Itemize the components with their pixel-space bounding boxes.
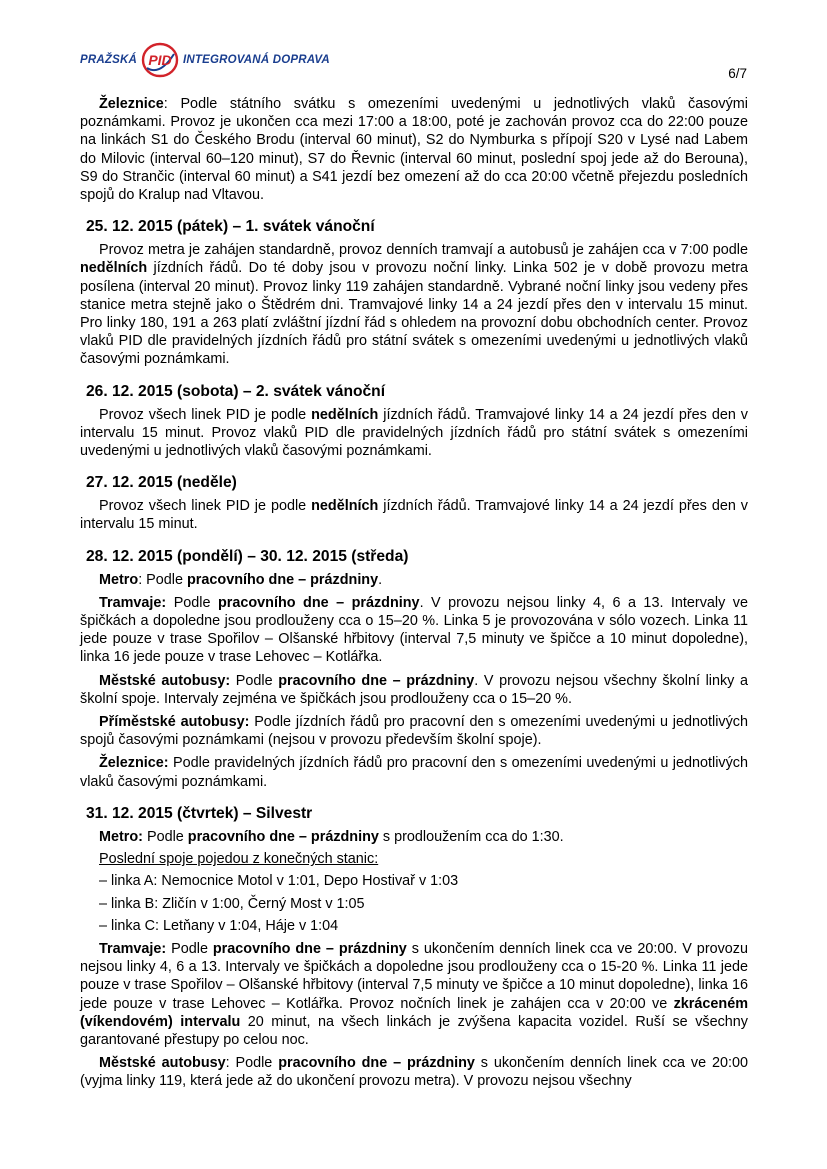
text-run: Provoz metra je zahájen standardně, provoz denních tramvají a autobusů je zahájen cca v 7:00 podle bbox=[99, 242, 748, 259]
bold-run: nedělních bbox=[80, 260, 148, 277]
text-run: jízdních řádů. Tramvajové linky 14 a 24 jezdí přes den v intervalu 15 minut. Provoz vlaků PID dle pravidelných jízdních řádů pro státní svátek s omezeními uvedenými u jednotlivých vlaků časovými poznámkami. bbox=[80, 406, 748, 460]
section-heading-26-12: 26. 12. 2015 (sobota) – 2. svátek vánoční bbox=[86, 382, 386, 400]
text-run: s ukončením denních linek cca ve 20:00 (vyjma linky 119, která jede až do ukončení provozu metra). V provozu nejsou všechny bbox=[80, 1055, 748, 1090]
bold-run: pracovního dne – prázdniny bbox=[187, 828, 379, 845]
text-run: Podle jízdních řádů pro pracovní den s omezeními uvedenými u jednotlivých spojů časovými poznámkami (nejsou v provozu především školní spoje). bbox=[80, 714, 748, 749]
text-run: Podle bbox=[142, 828, 188, 845]
city-bus-paragraph bbox=[80, 1054, 748, 1090]
logo-text-right: INTEGROVANÁ DOPRAVA bbox=[183, 54, 330, 66]
text-run: jízdních řádů. Tramvajové linky 14 a 24 jezdí přes den v intervalu 15 minut. bbox=[80, 498, 748, 533]
railway-paragraph bbox=[80, 754, 748, 790]
text-run: Podle pravidelných jízdních řádů pro pracovní den s omezeními uvedenými u jednotlivých vlaků časovými poznámkami. bbox=[80, 755, 748, 790]
text-run: : Podle bbox=[138, 571, 187, 588]
text-run: s prodloužením cca do 1:30. bbox=[378, 828, 564, 845]
last-connections-title bbox=[80, 850, 748, 868]
railway-paragraph-holiday bbox=[80, 95, 748, 204]
tram-label: Tramvaje: bbox=[99, 594, 167, 611]
metro-label: Metro: bbox=[99, 828, 143, 845]
page-number: 6/7 bbox=[728, 66, 747, 81]
text-run: : Podle bbox=[225, 1055, 279, 1072]
railway-label: Železnice: bbox=[99, 755, 169, 772]
bold-run: zkráceném (víkendovém) intervalu bbox=[80, 995, 748, 1030]
section-paragraph-25-12 bbox=[80, 241, 748, 368]
bold-run: pracovního dne – prázdniny bbox=[217, 594, 420, 611]
text-run: Provoz všech linek PID je podle bbox=[99, 406, 312, 423]
railway-label: Železnice bbox=[99, 96, 164, 112]
pid-logo bbox=[80, 40, 330, 80]
text-run: Podle bbox=[166, 940, 213, 957]
section-paragraph-27-12 bbox=[80, 497, 748, 533]
section-heading-31-12: 31. 12. 2015 (čtvrtek) – Silvestr bbox=[86, 804, 313, 822]
city-bus-label: Městské autobusy: bbox=[99, 672, 231, 689]
list-item: – linka A: Nemocnice Motol v 1:01, Depo Hostivař v 1:03 bbox=[99, 873, 459, 890]
metro-paragraph bbox=[80, 571, 748, 589]
text-run: 20 minut, na všech linkách je zvýšena kapacita vozidel. Ruší se všechny garantované přestupy po celou noc. bbox=[80, 1013, 748, 1048]
text-run: Provoz všech linek PID je podle bbox=[99, 498, 312, 515]
section-heading-27-12: 27. 12. 2015 (neděle) bbox=[86, 474, 237, 492]
tram-label: Tramvaje: bbox=[99, 940, 167, 957]
metro-paragraph bbox=[80, 828, 748, 846]
text-run: s ukončením denních linek cca ve 20:00. V provozu nejsou linky 4, 6 a 13. Intervaly ve špičkách a dopoledne jsou prodlouženy cca o 15-20 %. Linka 11 jede pouze v trase Spořilov – Olšanské hřbitovy (interval 7,5 minuty ve špičce a 10 minut dopoledne), linka 16 jede pouze v trase Lehovec – Kotlářka. Provoz nočních linek je zahájen cca v 20:00 ve bbox=[80, 940, 749, 1012]
section-paragraph-26-12 bbox=[80, 406, 748, 461]
text-run: Podle bbox=[230, 672, 279, 689]
text-run: . bbox=[378, 571, 383, 588]
pid-badge-icon bbox=[141, 42, 179, 78]
bold-run: nedělních bbox=[311, 406, 379, 423]
logo-text-left: PRAŽSKÁ bbox=[80, 54, 137, 66]
document-body bbox=[80, 95, 748, 1091]
text-run: jízdních řádů. Do té doby jsou v provozu noční linky. Linka 502 je v době provozu metra posílena (interval 20 minut). Provoz linky 119 zahájen standardně. Vybrané noční linky jsou vedeny přes stanice metra stejně jako o Štědrém dni. Tramvajové linky 14 a 24 jezdí přes den v intervalu 15 minut. Pro linky 180, 191 a 263 platí zvláštní jízdní řád s ohledem na provozní dobu obchodních center. Provoz vlaků PID dle pravidelných jízdních řádů pro státní svátek s omezeními uvedenými u jednotlivých vlaků časovými poznámkami. bbox=[80, 260, 748, 368]
list-item: – linka B: Zličín v 1:00, Černý Most v 1:05 bbox=[99, 895, 365, 912]
city-bus-label: Městské autobusy bbox=[99, 1055, 226, 1072]
bold-run: pracovního dne – prázdniny bbox=[278, 672, 475, 689]
bold-run: pracovního dne – prázdniny bbox=[278, 1055, 475, 1072]
text-run: . V provozu nejsou všechny školní linky a školní spoje. Intervaly zejména ve špičkách jsou prodlouženy cca o 15–20 %. bbox=[80, 672, 748, 707]
tram-paragraph bbox=[80, 940, 748, 1049]
bold-run: pracovního dne – prázdniny bbox=[212, 940, 407, 957]
underlined-run: Poslední spoje pojedou z konečných stanic: bbox=[99, 851, 379, 868]
suburban-bus-label: Příměstské autobusy: bbox=[99, 714, 250, 731]
text-run: Podle bbox=[166, 594, 218, 611]
logo-badge-text: PID bbox=[148, 52, 172, 68]
railway-text: : Podle státního svátku s omezeními uvedenými u jednotlivých vlaků časovými poznámkami. Provoz je ukončen cca mezi 17:00 a 18:00, poté je zachován provoz cca do 22:00 pouze na linkách S1 do Českého Brodu (interval 60 minut), S2 do Nymburka s přípojí S20 v Lysé nad Labem do Milovic (interval 60–120 minut), S7 do Řevnic (interval 60 minut, poslední spoj jede až do Berouna), S9 do Strančic (interval 60 minut) a S41 jezdí bez omezení až do cca 20:00 včetně přejezdu posledních spojů do Kralup nad Vltavou. bbox=[80, 96, 748, 204]
city-bus-paragraph bbox=[80, 672, 748, 708]
bold-run: pracovního dne – prázdniny bbox=[187, 571, 379, 588]
section-heading-25-12: 25. 12. 2015 (pátek) – 1. svátek vánoční bbox=[86, 218, 375, 236]
list-item: – linka C: Letňany v 1:04, Háje v 1:04 bbox=[99, 917, 339, 934]
text-run: . V provozu nejsou linky 4, 6 a 13. Intervaly ve špičkách a dopoledne jsou prodlouženy cca o 15–20 %. Linka 5 je provozována v sólo vozech. Linka 11 jede pouze v trase Spořilov – Olšanské hřbitovy (interval 7,5 minuty ve špičce a 10 minut dopoledne), linka 16 jede pouze v trase Lehovec – Kotlářka. bbox=[80, 594, 748, 666]
section-heading-28-30-12: 28. 12. 2015 (pondělí) – 30. 12. 2015 (středa) bbox=[86, 547, 409, 565]
metro-label: Metro bbox=[99, 571, 139, 588]
bold-run: nedělních bbox=[311, 498, 379, 515]
suburban-bus-paragraph bbox=[80, 713, 748, 749]
tram-paragraph bbox=[80, 594, 748, 667]
